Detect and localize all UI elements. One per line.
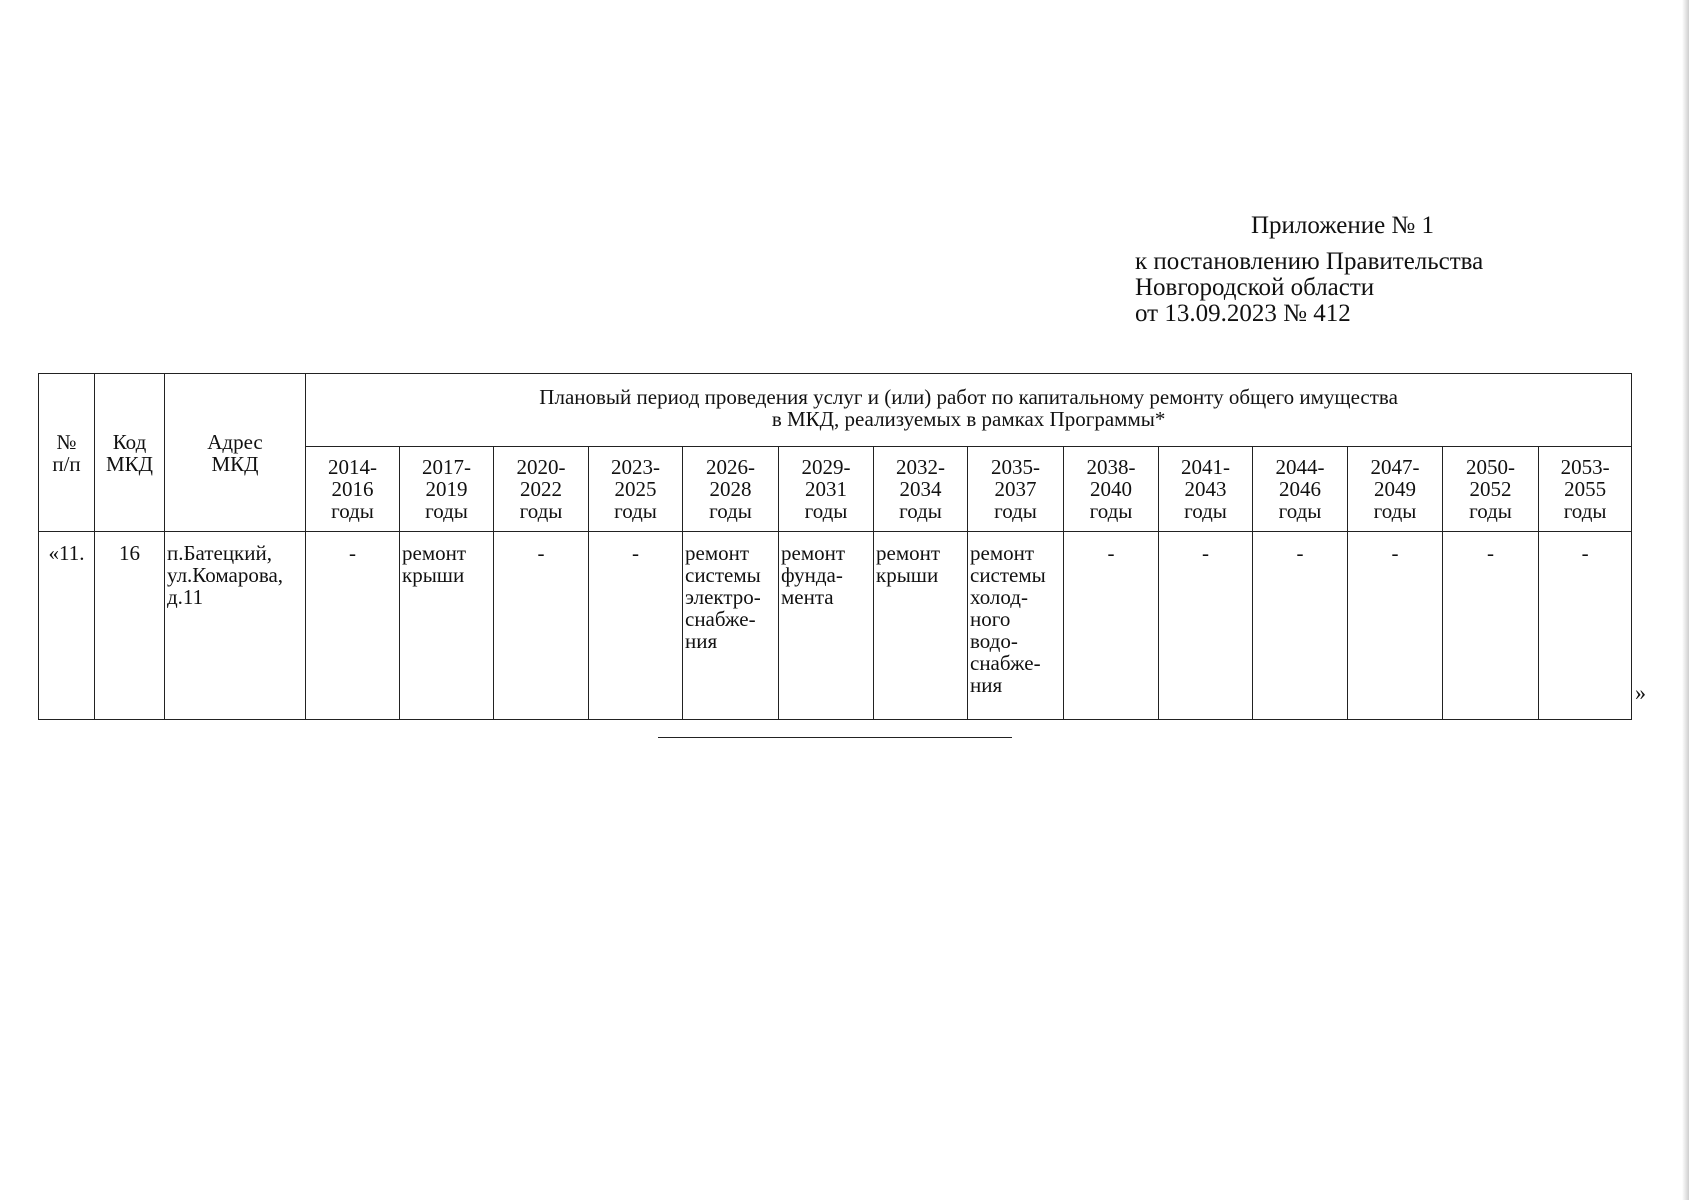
header-address (165, 374, 306, 532)
period-header (1539, 447, 1632, 532)
period-header (589, 447, 683, 532)
period-label: 2023- 2025 годы (611, 455, 660, 523)
row-address: п.Батецкий, ул.Комарова, д.11 (165, 532, 306, 720)
annex-date-line: от 13.09.2023 № 412 (1135, 300, 1351, 327)
period-header (1064, 447, 1159, 532)
period-header (400, 447, 494, 532)
period-label: 2038- 2040 годы (1086, 455, 1136, 523)
header-planned-period (306, 374, 1632, 447)
row-cell-2038: - (1064, 532, 1159, 720)
row-cell-2017: ремонт крыши (400, 532, 494, 720)
row-cell-2014: - (306, 532, 400, 720)
period-label: 2047- 2049 годы (1370, 455, 1420, 523)
period-label: 2014- 2016 годы (328, 455, 377, 523)
header-num (39, 374, 95, 532)
period-header (683, 447, 779, 532)
row-cell-2053: - (1539, 532, 1632, 720)
row-number: «11. (39, 532, 95, 720)
period-label: 2044- 2046 годы (1275, 455, 1325, 523)
closing-quote: » (1635, 680, 1646, 705)
header-address-text: Адрес МКД (207, 429, 263, 476)
table-row (39, 532, 1632, 720)
repair-schedule-table (38, 373, 1632, 720)
period-label: 2029- 2031 годы (801, 455, 851, 523)
period-label: 2035- 2037 годы (991, 455, 1040, 523)
period-label: 2020- 2022 годы (516, 455, 566, 523)
period-label: 2017- 2019 годы (422, 455, 471, 523)
period-label: 2053- 2055 годы (1560, 455, 1610, 523)
row-cell-2044: - (1253, 532, 1348, 720)
scan-edge-shadow (1682, 0, 1689, 1200)
annex-title: Приложение № 1 (1251, 212, 1435, 239)
row-cell-2020: - (494, 532, 589, 720)
row-cell-2041: - (1159, 532, 1253, 720)
row-cell-2032: ремонт крыши (874, 532, 968, 720)
row-cell-2035: ремонт системы холод- ного водо- снабже- ния (968, 532, 1064, 720)
period-header (968, 447, 1064, 532)
period-header (1253, 447, 1348, 532)
period-header (306, 447, 400, 532)
period-header (1159, 447, 1253, 532)
row-cell-2029: ремонт фунда- мента (779, 532, 874, 720)
header-planned-period-text: Плановый период проведения услуг и (или) работ по капитальному ремонту общего имущества в МКД, реализуемых в рамках Программы* (539, 385, 1398, 431)
annex-region-line: Новгородской области (1135, 274, 1375, 301)
period-header (874, 447, 968, 532)
header-num-text: № п/п (52, 429, 81, 476)
header-code-text: Код МКД (105, 429, 153, 476)
row-code: 16 (95, 532, 165, 720)
period-header (779, 447, 874, 532)
period-header (1348, 447, 1443, 532)
period-header (1443, 447, 1539, 532)
header-code (95, 374, 165, 532)
period-label: 2041- 2043 годы (1181, 455, 1230, 523)
annex-header (1135, 213, 1483, 327)
period-label: 2026- 2028 годы (706, 455, 755, 523)
annex-decree-line: к постановлению Правительства (1135, 248, 1484, 275)
row-cell-2023: - (589, 532, 683, 720)
divider-line (658, 737, 1012, 738)
row-cell-2026: ремонт системы электро- снабже- ния (683, 532, 779, 720)
period-header (494, 447, 589, 532)
row-cell-2050: - (1443, 532, 1539, 720)
period-label: 2050- 2052 годы (1466, 455, 1515, 523)
row-cell-2047: - (1348, 532, 1443, 720)
period-label: 2032- 2034 годы (896, 455, 945, 523)
